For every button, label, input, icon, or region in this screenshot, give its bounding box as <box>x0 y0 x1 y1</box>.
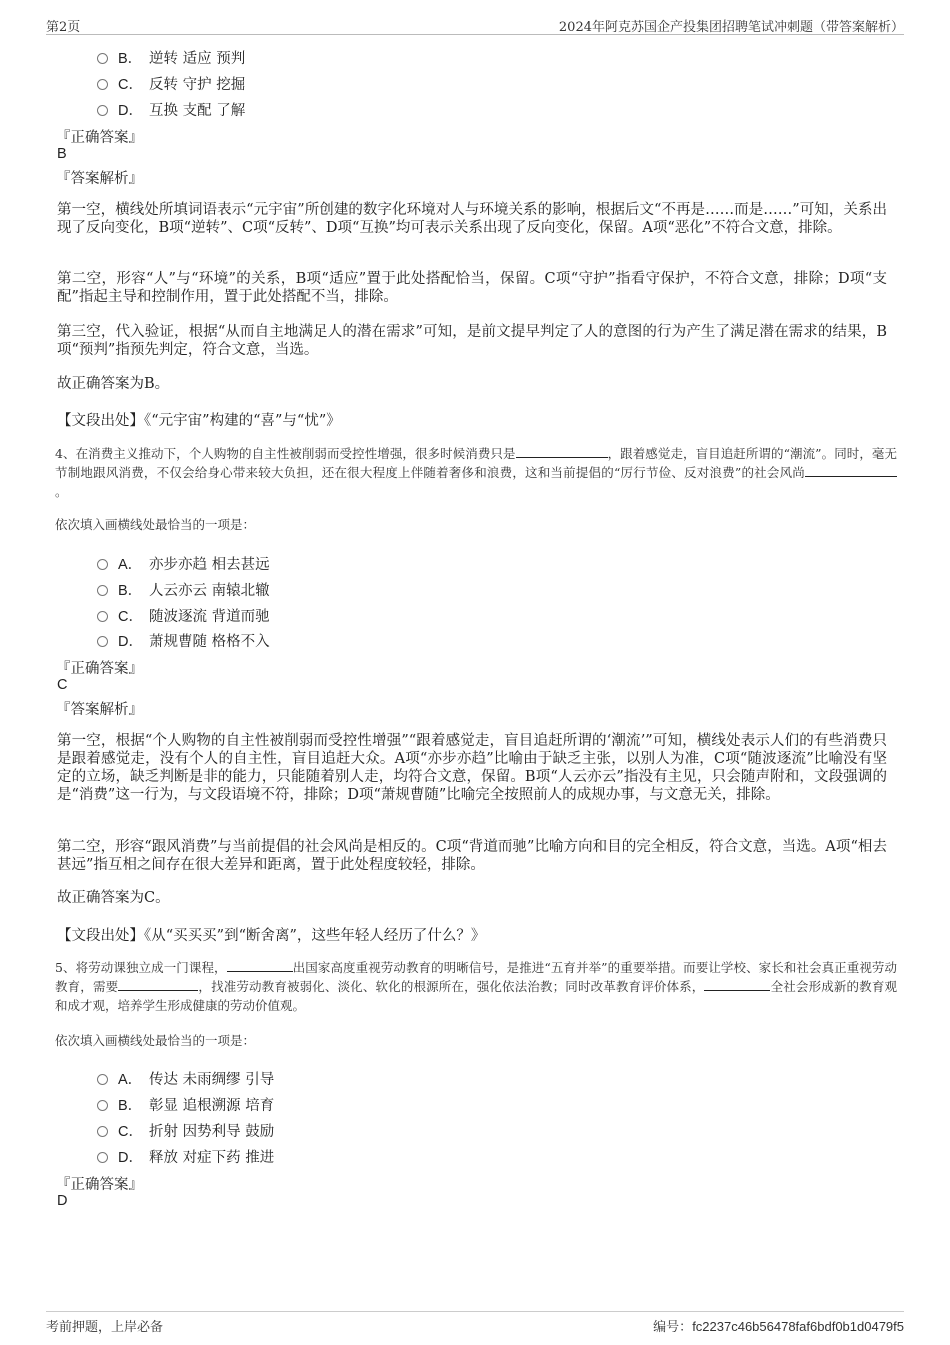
q3-option-b[interactable]: B． 逆转 适应 预判 <box>97 47 245 67</box>
page-footer <box>46 1311 904 1334</box>
blank-line <box>805 464 897 477</box>
q4-answer-label: 『正确答案』 <box>56 661 143 677</box>
radio-icon[interactable] <box>97 53 108 64</box>
q4-instruction: 依次填入画横线处最恰当的一项是： <box>55 517 256 532</box>
blank-line <box>227 959 293 972</box>
q3-analysis-paragraph-1: 第一空，横线处所填词语表示“元宇宙”所创建的数字化环境对人与环境关系的影响，根据后文“不再是……而是……”可知，关系出现了反向变化，B项“逆转”、C项“反转”、D项“互换”均可表示关系出现了反向变化，保留。A项“恶化”不符合文意，排除。 <box>57 202 887 236</box>
q4-option-a[interactable]: A． 亦步亦趋 相去甚远 <box>97 553 270 573</box>
blank-line <box>516 445 608 458</box>
q5-stem: 5、将劳动课独立成一门课程， 出国家高度重视劳动教育的明晰信号，是推进“五育并举”的重要举措。而要让学校、家长和社会真正重视劳动教育，需要 ，找准劳动教育被弱化、淡化、软化的根源所在，强化依法治教；同时改革教育评价体系， 全社会形成新的教育观和成才观，培养学生形成健康的劳动价值观。 <box>55 960 897 1013</box>
radio-icon[interactable] <box>97 559 108 570</box>
q3-source: 【文段出处】《“元宇宙”构建的“喜”与“忧”》 <box>57 413 341 429</box>
q5-instruction: 依次填入画横线处最恰当的一项是： <box>55 1033 256 1048</box>
q5-answer-label: 『正确答案』 <box>56 1177 143 1193</box>
footer-slogan: 考前押题，上岸必备 <box>46 1320 164 1335</box>
q5-option-c[interactable]: C． 折射 因势利导 鼓励 <box>97 1120 274 1140</box>
blank-line <box>704 978 770 991</box>
q4-analysis-paragraph-1: 第一空，根据“个人购物的自主性被削弱而受控性增强”“跟着感觉走，盲目追赶所谓的‘潮流’”可知，横线处表示人们的有些消费只是跟着感觉走，没有个人的自主性，盲目追赶大众。A项“亦步亦趋”比喻由于缺乏主张，以别人为准，C项“随波逐流”比喻没有坚定的立场，缺乏判断是非的能力，只能随着别人走，均符合文意，保留。B项“人云亦云”指没有主见，只会随声附和，文段强调的是“消费”这一行为，与文段语境不符，排除；D项“萧规曹随”比喻完全按照前人的成规办事，与文意无关，排除。 <box>57 733 887 803</box>
q5-option-a[interactable]: A． 传达 未雨绸缪 引导 <box>97 1068 274 1088</box>
radio-icon[interactable] <box>97 79 108 90</box>
blank-line <box>118 978 198 991</box>
page-header <box>46 14 904 35</box>
radio-icon[interactable] <box>97 611 108 622</box>
q4-analysis-label: 『答案解析』 <box>56 702 143 718</box>
q4-answer: C <box>57 677 68 693</box>
radio-icon[interactable] <box>97 1074 108 1085</box>
document-code: 编号：fc2237c46b56478faf6bdf0b1d0479f5 <box>653 1319 904 1335</box>
radio-icon[interactable] <box>97 105 108 116</box>
radio-icon[interactable] <box>97 1152 108 1163</box>
q3-answer-label: 『正确答案』 <box>56 130 143 146</box>
q3-analysis-paragraph-3: 第三空，代入验证，根据“从而自主地满足人的潜在需求”可知，是前文提早判定了人的意图的行为产生了满足潜在需求的结果，B项“预判”指预先判定，符合文意，当选。 <box>57 324 887 358</box>
radio-icon[interactable] <box>97 585 108 596</box>
q4-option-b[interactable]: B． 人云亦云 南辕北辙 <box>97 579 270 599</box>
q4-analysis-paragraph-2: 第二空，形容“跟风消费”与当前提倡的社会风尚是相反的。C项“背道而驰”比喻方向和目的完全相反，符合文意，当选。A项“相去甚远”指互相之间存在很大差异和距离，置于此处程度较轻，排除。 <box>57 839 887 873</box>
q4-option-d[interactable]: D． 萧规曹随 格格不入 <box>97 630 270 650</box>
q4-source: 【文段出处】《从“买买买”到“断舍离”，这些年轻人经历了什么？》 <box>57 928 486 944</box>
q4-analysis-conclusion: 故正确答案为C。 <box>57 890 170 906</box>
q3-analysis-conclusion: 故正确答案为B。 <box>57 376 170 392</box>
document-title: 2024年阿克苏国企产投集团招聘笔试冲刺题（带答案解析） <box>558 20 904 35</box>
q4-option-c[interactable]: C． 随波逐流 背道而驰 <box>97 605 270 625</box>
q3-option-d[interactable]: D． 互换 支配 了解 <box>97 99 245 119</box>
q3-answer: B <box>57 146 67 162</box>
radio-icon[interactable] <box>97 1126 108 1137</box>
q5-answer: D <box>57 1193 68 1209</box>
q3-option-c[interactable]: C． 反转 守护 挖掘 <box>97 73 245 93</box>
radio-icon[interactable] <box>97 1100 108 1111</box>
q4-stem: 4、在消费主义推动下，个人购物的自主性被削弱而受控性增强，很多时候消费只是 ，跟着感觉走，盲目追赶所谓的“潮流”。同时，毫无节制地跟风消费，不仅会给身心带来较大负担，还在很大程度上伴随着奢侈和浪费，这和当前提倡的“厉行节俭、反对浪费”的社会风尚。 <box>55 446 897 499</box>
radio-icon[interactable] <box>97 636 108 647</box>
q3-analysis-label: 『答案解析』 <box>56 171 143 187</box>
q5-option-d[interactable]: D． 释放 对症下药 推进 <box>97 1146 274 1166</box>
page-number: 第2页 <box>46 20 81 35</box>
q3-analysis-paragraph-2: 第二空，形容“人”与“环境”的关系，B项“适应”置于此处搭配恰当，保留。C项“守护”指看守保护，不符合文意，排除；D项“支配”指起主导和控制作用，置于此处搭配不当，排除。 <box>57 271 887 305</box>
q5-option-b[interactable]: B． 彰显 追根溯源 培育 <box>97 1094 274 1114</box>
